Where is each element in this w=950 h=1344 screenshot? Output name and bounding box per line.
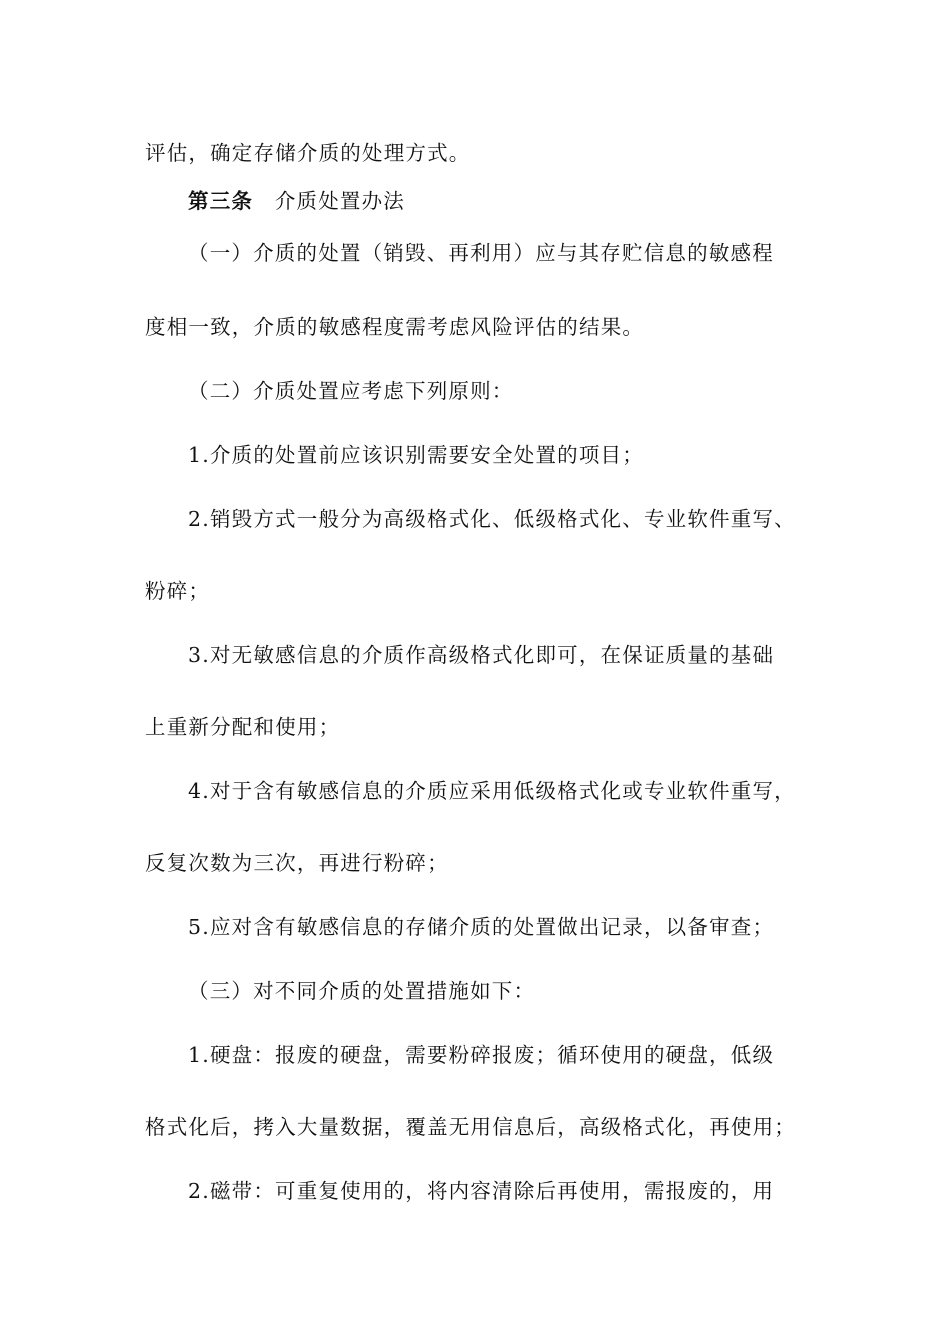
text-line: 1.硬盘：报废的硬盘，需要粉碎报废；循环使用的硬盘，低级 (188, 1043, 775, 1067)
text-line: （一）介质的处置（销毁、再利用）应与其存贮信息的敏感程 (188, 241, 774, 265)
text-line: 格式化后，拷入大量数据，覆盖无用信息后，高级格式化，再使用； (145, 1115, 796, 1139)
text-line: 度相一致，介质的敏感程度需考虑风险评估的结果。 (145, 315, 645, 339)
text-line: 上重新分配和使用； (145, 715, 341, 739)
article-title: 介质处置办法 (274, 189, 406, 213)
text-line: 反复次数为三次，再进行粉碎； (145, 851, 449, 875)
text-line: （二）介质处置应考虑下列原则： (188, 379, 514, 403)
text-line: 5.应对含有敏感信息的存储介质的处置做出记录，以备审查； (188, 915, 775, 939)
text-line: 粉碎； (145, 579, 211, 603)
text-line: 2.磁带：可重复使用的，将内容清除后再使用，需报废的，用 (188, 1179, 775, 1203)
text-line: （三）对不同介质的处置措施如下： (188, 979, 536, 1003)
text-line: 3.对无敏感信息的介质作高级格式化即可，在保证质量的基础 (188, 643, 775, 667)
text-line: 2.销毁方式一般分为高级格式化、低级格式化、专业软件重写、 (188, 507, 796, 531)
article-heading (188, 188, 405, 214)
text-line: 评估，确定存储介质的处理方式。 (145, 141, 471, 165)
text-line: 1.介质的处置前应该识别需要安全处置的项目； (188, 443, 644, 467)
text-line: 4.对于含有敏感信息的介质应采用低级格式化或专业软件重写， (188, 779, 796, 803)
article-label: 第三条 (188, 189, 254, 213)
